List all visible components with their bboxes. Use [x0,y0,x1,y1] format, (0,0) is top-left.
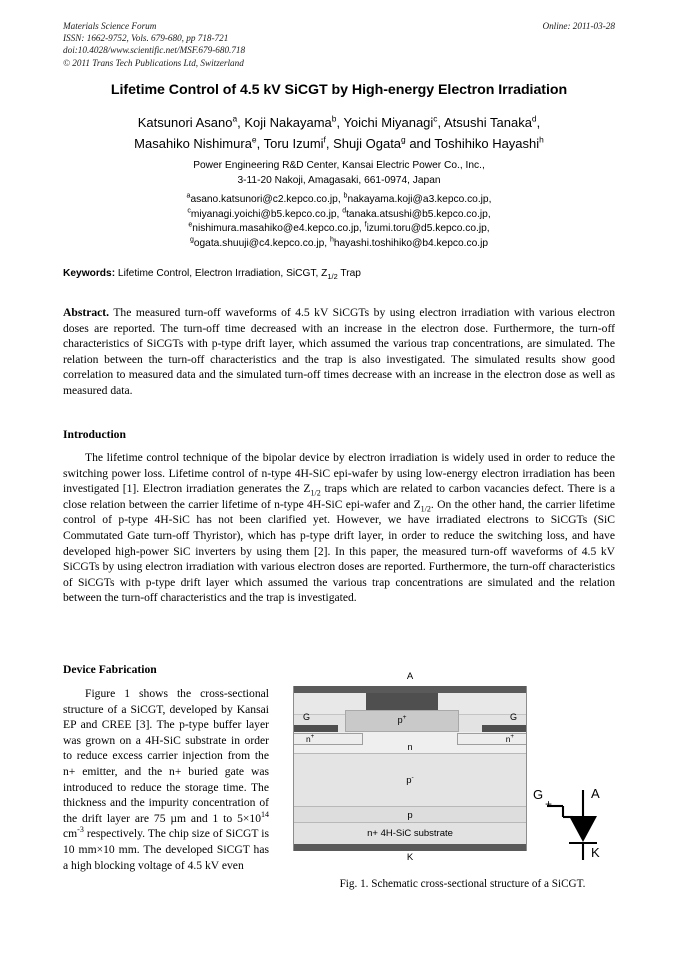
email-address: tanaka.atsushi@b5.kepco.co.jp, [346,208,491,220]
author-separator: , [536,115,541,130]
author-affil-marker: b [331,113,337,124]
author-name: Katsunori Asano [137,115,233,130]
email-address: izumi.toru@d5.kepco.co.jp, [366,223,490,234]
email-marker: c [187,207,191,215]
affiliation-line-1: Power Engineering R&D Center, Kansai Electric Power Co., Inc., [193,160,485,171]
cathode-terminal-label: K [406,852,414,863]
symbol-gate-label: G [533,787,544,802]
n-plus-right-label: n+ [505,733,514,744]
intro-text-c: . On the other hand, the carrier lifetime control of p-type 4H-SiC has not been clarified yet. However, we have irradiated electrons to SiCGTs (SiC Commutated Gate turn-off Thyristor), which has p-type drift layer, in order to reduce the switching loss, and have developed high-power SiC inverters by using them [2]. In this paper, the measured turn-off waveforms of 4.5 kV SiCGTs by using electron irradiation with various electron doses are reported. Furthermore, the turn-off characteristics of SiCGTs with p-type drift layer which assumed the various trap concentrations are simulated and the relation between the turn-off characteristics and the trap is investigated. [63,497,615,605]
intro-subscript-1: 1/2 [310,488,321,498]
author-affil-marker: c [433,113,438,124]
symbol-cathode-label: K [591,845,600,860]
author-name: , Atsushi Tanaka [437,115,532,130]
author-affil-marker: d [531,113,537,124]
email-marker: d [342,207,347,215]
p-minus-drift-layer [294,754,526,807]
email-marker: h [329,236,334,244]
author-line-2 [63,133,615,154]
device-text-b: cm [63,827,78,841]
intro-subscript-2: 1/2 [420,504,431,514]
email-marker: e [188,221,193,229]
email-marker: g [189,236,194,244]
author-name: , Koji Nakayama [237,115,332,130]
cathode-metal-layer [294,844,526,851]
author-name: Masahiko Nishimura [134,136,252,151]
email-address: ogata.shuuji@c4.kepco.co.jp, [193,237,328,249]
email-block [63,193,615,251]
device-text-c: respectively. The chip size of SiCGT is 10 mm×10 mm. The developed SiCGT has a high blocking voltage of 4.5 kV even [63,827,269,872]
page-title: Lifetime Control of 4.5 kV SiCGT by High-energy Electron Irradiation [110,82,568,98]
affiliation-line-2: 3-11-20 Nakoji, Amagasaki, 661-0974, Japan [237,175,441,187]
device-cross-section-diagram [293,686,527,851]
p-buffer-label: p [407,810,413,821]
email-marker: f [364,221,367,229]
thyristor-circuit-symbol [533,786,621,864]
author-name: , Yoichi Miyanagi [336,115,434,130]
author-line-1 [63,112,615,133]
journal-doi: doi:10.4028/www.scientific.net/MSF.679-680.718 [63,45,246,56]
anode-terminal-label: A [406,671,414,682]
affiliation-block [63,158,615,188]
author-affil-marker: h [539,134,544,145]
email-address: nishimura.masahiko@e4.kepco.co.jp, [192,223,362,234]
keywords-subscript: 1/2 [327,272,338,282]
abstract-block [63,305,615,398]
keywords-values: Lifetime Control, Electron Irradiation, SiCGT, Z [115,268,328,279]
journal-copyright: © 2011 Trans Tech Publications Ltd, Switzerland [63,57,244,68]
author-affil-marker: g [401,134,406,145]
author-name: , Toru Izumi [256,136,324,151]
email-address: asano.katsunori@c2.kepco.co.jp, [190,194,341,205]
substrate-label: n+ 4H-SiC substrate [367,828,453,839]
intro-text-a: The lifetime control technique of the bipolar device by electron irradiation is widely used in order to reduce the switching power loss. Lifetime control of n-type 4H-SiC epi-wafer by using low-energy electron irradiation has been investigated [1]. Electron irradiation generates the Z [63,451,615,496]
author-list [63,112,615,154]
p-buffer-layer [294,807,526,823]
n-plus-buried-gate-right [457,733,526,745]
keywords-line [63,268,615,282]
email-line-3 [63,222,615,237]
author-affil-marker: a [232,113,238,124]
gate-label-right: G [509,712,517,722]
n-plus-left-label: n+ [306,733,315,744]
substrate-layer [294,823,526,844]
journal-header-row-1 [63,20,615,32]
author-affil-marker: f [323,134,326,145]
anode-metal-layer [294,686,526,693]
email-line-1 [63,193,615,208]
intro-text-b: traps which are related to carbon vacancies defect. There is a close relation between the carrier lifetime of n-type 4H-SiC epi-wafer and Z [63,482,615,511]
introduction-paragraph [63,450,615,606]
email-line-4 [63,237,615,252]
device-text-a: Figure 1 shows the cross-sectional structure of a SiCGT, developed by Kansai EP and CREE [3]. The p-type buffer layer was grown on a 4H-SiC substrate in order to reduce excess carrier injection from the n+ emitter, and the n+ buried gate was introduced to reduce the storage time. The thickness and the impurity concentration of the drift layer are 75 µm and 1 to 5×10 [63,687,269,825]
journal-header [63,20,615,69]
journal-name: Materials Science Forum [63,21,157,31]
email-address: miyanagi.yoichi@b5.kepco.co.jp, [190,208,340,220]
n-plus-buried-gate-left [294,733,363,745]
author-affil-marker: e [251,134,257,145]
email-address: hayashi.toshihiko@b4.kepco.co.jp [333,237,489,249]
p-plus-emitter-mesa [345,710,459,732]
symbol-anode-label: A [591,786,600,801]
figure-1-caption: Fig. 1. Schematic cross-sectional structure of a SiCGT. [339,878,586,890]
abstract-label: Abstract. [63,306,110,319]
abstract-text: The measured turn-off waveforms of 4.5 kV SiCGTs by using electron irradiation with various electron doses are reported. The turn-off time decreased with an increase in the electron dose. Furthermore, the turn-off characteristics of SiCGTs with p-type drift layer, which assumed the various trap concentrations, are simulated. The relation between the turn-off characteristics and the trap is also investigated. The simulated results show good correlation to measured data and the simulated turn-off times decrease with an increase in the electron dose as well as measured data. [63,306,615,397]
section-heading-introduction: Introduction [63,428,126,441]
author-name: and Toshihiko Hayashi [405,136,540,151]
email-address: nakayama.koji@a3.kepco.co.jp, [347,194,492,205]
keywords-values-tail: Trap [337,268,361,279]
symbol-plus-sign: + [545,797,553,811]
keywords-label: Keywords: [63,268,116,279]
email-marker: b [343,192,348,200]
p-plus-layer-label: p+ [397,714,407,725]
device-superscript-unit: -3 [77,825,84,835]
n-layer-label: n [407,742,413,752]
online-date: Online: 2011-03-28 [542,21,615,31]
figure-1 [293,671,527,863]
gate-label-left: G [303,712,311,722]
email-marker: a [186,192,191,200]
journal-issn: ISSN: 1662-9752, Vols. 679-680, pp 718-721 [63,33,229,44]
device-superscript-exponent: 14 [261,809,269,819]
anode-contact-block [366,693,438,710]
section-heading-device-fabrication: Device Fabrication [63,663,157,676]
email-line-2 [63,208,615,223]
p-minus-drift-label: p- [406,773,414,786]
author-name: , Shuji Ogata [325,136,402,151]
device-fabrication-paragraph [63,686,269,873]
